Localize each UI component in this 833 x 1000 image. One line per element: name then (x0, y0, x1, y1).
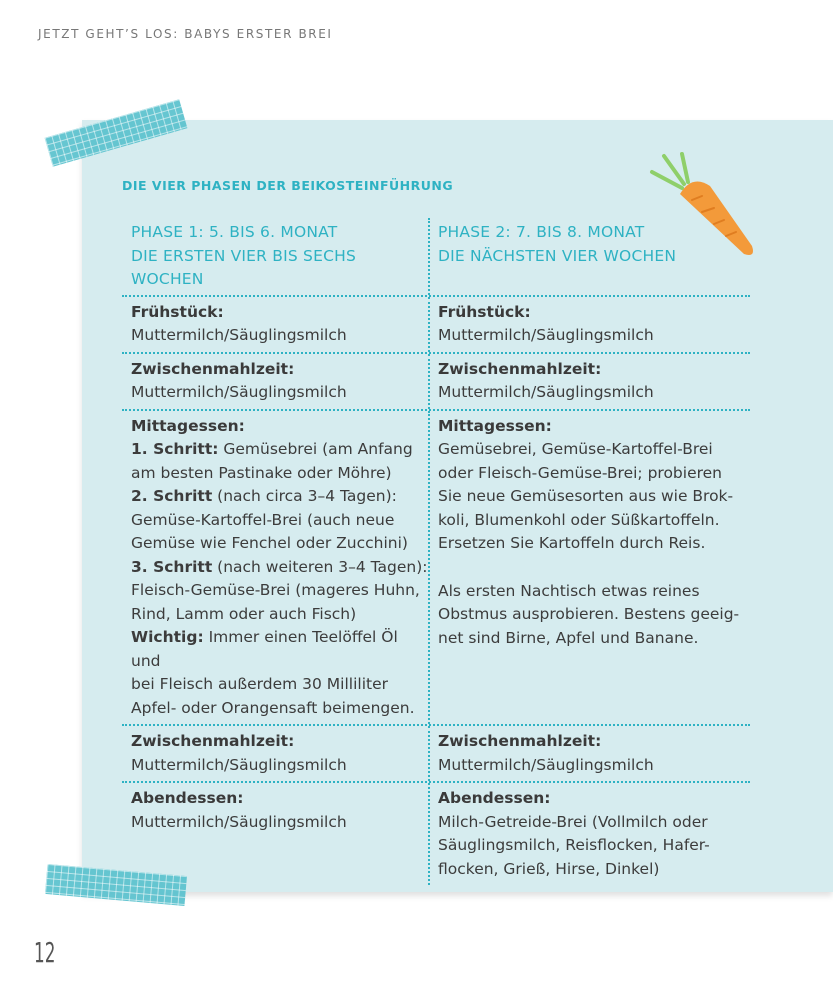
lunch-line: Ersetzen Sie Kartoffeln durch Reis. (438, 534, 706, 552)
lunch-step-text: (nach circa 3–4 Tagen): (212, 487, 397, 505)
meal-text: Muttermilch/Säuglingsmilch (131, 383, 347, 401)
lunch-step-text: Immer einen Teelöffel Öl und (131, 628, 398, 670)
lunch-step-text: Apfel- oder Orangensaft beimengen. (131, 698, 415, 717)
lunch-line (131, 673, 428, 697)
lunch-line: Sie neue Gemüsesorten aus wie Brok- (438, 487, 734, 505)
meal-text: Muttermilch/Säuglingsmilch (438, 326, 654, 344)
meal-text: Muttermilch/Säuglingsmilch (131, 755, 347, 774)
lunch-line (131, 626, 428, 673)
phase2-subtitle: DIE NÄCHSTEN VIER WOCHEN (438, 246, 677, 265)
meal-text: Muttermilch/Säuglingsmilch (438, 755, 654, 774)
lunch-step-text: bei Fleisch außerdem 30 Milliliter (131, 675, 388, 693)
table-row-snack2 (122, 726, 750, 783)
phase2-snack1 (430, 354, 750, 409)
phase2-breakfast (430, 297, 750, 352)
phase1-breakfast (122, 297, 430, 352)
lunch-line: koli, Blumenkohl oder Süßkartoffeln. (438, 510, 720, 529)
meal-label: Mittagessen: (438, 416, 552, 435)
meal-text: Milch-Getreide-Brei (Vollmilch oder (438, 812, 708, 831)
meal-text: Muttermilch/Säuglingsmilch (131, 812, 347, 831)
lunch-line (131, 603, 428, 627)
table-row-lunch (122, 411, 750, 727)
lunch-line (131, 579, 428, 603)
phase2-dinner (430, 783, 750, 885)
meal-label: Frühstück: (438, 302, 531, 321)
table-row-dinner (122, 783, 750, 885)
phase1-dinner (122, 783, 430, 885)
lunch-step-text: am besten Pastinake oder Möhre) (131, 463, 392, 482)
lunch-step-text: Gemüse wie Fenchel oder Zucchini) (131, 534, 408, 552)
phase1-header (122, 218, 430, 295)
lunch-line (131, 438, 428, 462)
lunch-step-bold: 2. Schritt (131, 487, 213, 505)
phase2-snack2 (430, 726, 750, 781)
phase1-subtitle: DIE ERSTEN VIER BIS SECHS WOCHEN (131, 246, 356, 288)
spacer (131, 834, 428, 881)
meal-label: Zwischenmahlzeit: (438, 732, 602, 750)
meal-label: Frühstück: (131, 302, 224, 321)
phase1-snack1 (122, 354, 430, 409)
page-number: 12 (34, 936, 56, 969)
lunch-step-text: (nach weiteren 3–4 Tagen): (212, 557, 428, 576)
table-header-row (122, 218, 750, 297)
lunch-line (131, 556, 428, 580)
meal-label: Zwischenmahlzeit: (131, 732, 295, 750)
table-row-breakfast (122, 297, 750, 354)
lunch-line (131, 462, 428, 486)
phase1-snack2 (122, 726, 430, 781)
meal-text: Muttermilch/Säuglingsmilch (131, 326, 347, 344)
lunch-line: Gemüsebrei, Gemüse-Kartoffel-Brei (438, 440, 713, 458)
lunch-step-bold: 1. Schritt: (131, 440, 219, 458)
phase2-header (430, 218, 750, 295)
meal-label: Abendessen: (438, 789, 551, 807)
phase2-title: PHASE 2: 7. BIS 8. MONAT (438, 223, 645, 241)
lunch-step-text: Gemüse-Kartoffel-Brei (auch neue (131, 510, 395, 529)
dessert-line: Als ersten Nachtisch etwas reines (438, 581, 700, 600)
phases-table (122, 218, 750, 885)
table-row-snack1 (122, 354, 750, 411)
paragraph-gap (438, 556, 750, 580)
lunch-line: oder Fleisch-Gemüse-Brei; probieren (438, 463, 723, 482)
meal-text: Muttermilch/Säuglingsmilch (438, 383, 654, 401)
lunch-step-bold: Wichtig: (131, 628, 204, 646)
running-head: JETZT GEHT’S LOS: BABYS ERSTER BREI (38, 27, 333, 41)
meal-label: Zwischenmahlzeit: (438, 359, 602, 378)
lunch-step-text: Fleisch-Gemüse-Brei (mageres Huhn, (131, 581, 420, 599)
box-title: DIE VIER PHASEN DER BEIKOSTEINFÜHRUNG (122, 178, 454, 193)
phase1-lunch (122, 411, 430, 725)
meal-label: Zwischenmahlzeit: (131, 359, 295, 378)
lunch-line (131, 509, 428, 533)
lunch-step-text: Rind, Lamm oder auch Fisch) (131, 604, 357, 623)
dessert-line: Obstmus ausprobieren. Bestens geeig- (438, 605, 740, 623)
lunch-line (131, 485, 428, 509)
lunch-line (131, 532, 428, 556)
meal-label: Mittagessen: (131, 416, 245, 435)
dessert-line: net sind Birne, Apfel und Banane. (438, 628, 699, 647)
meal-label: Abendessen: (131, 789, 244, 807)
lunch-step-text: Gemüsebrei (am Anfang (218, 440, 413, 458)
phase1-title: PHASE 1: 5. BIS 6. MONAT (131, 223, 338, 241)
lunch-line (131, 697, 428, 721)
meal-text: Säuglingsmilch, Reisflocken, Hafer- (438, 836, 710, 854)
meal-text: flocken, Grieß, Hirse, Dinkel) (438, 859, 660, 878)
phase2-lunch (430, 411, 750, 725)
lunch-step-bold: 3. Schritt (131, 557, 213, 576)
